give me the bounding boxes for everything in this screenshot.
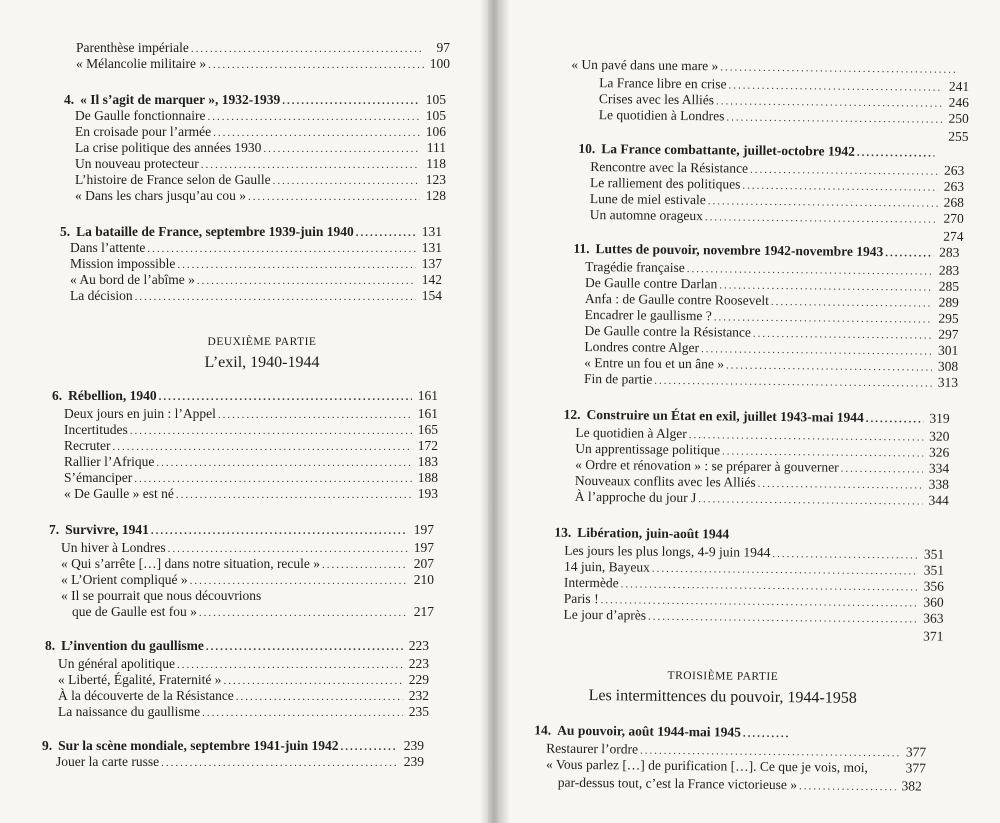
toc-entry <box>64 486 438 503</box>
toc-entry <box>72 604 434 621</box>
entry-page: 183 <box>417 454 438 469</box>
toc-entry <box>76 40 450 57</box>
dot-leader <box>156 455 412 471</box>
entry-page: 235 <box>408 704 429 719</box>
entry-title: La naissance du gaullisme <box>58 704 201 719</box>
entry-page: 320 <box>929 428 950 444</box>
dot-leader <box>176 487 412 503</box>
chapter-title: La bataille de France, septembre 1939-juin 1940 <box>76 224 354 239</box>
entry-page: 239 <box>403 754 424 769</box>
entry-page: 123 <box>425 172 446 187</box>
dot-leader <box>654 373 932 392</box>
dot-leader <box>151 523 408 539</box>
dot-leader <box>177 257 416 273</box>
chapter-number: 9. <box>42 738 53 753</box>
entry-page: 268 <box>943 194 964 210</box>
entry-title: De Gaulle contre la Résistance <box>584 322 752 340</box>
entry-title: Recruter <box>64 438 111 453</box>
entry-title: Un apprentissage politique <box>575 440 721 458</box>
dot-leader <box>197 273 416 289</box>
chapter-title: La France combattante, juillet-octobre 1942 <box>601 141 855 159</box>
chapter-number: 10. <box>578 140 596 157</box>
dot-leader <box>698 491 923 509</box>
toc-entry <box>64 438 438 455</box>
entry-page: 142 <box>421 272 442 287</box>
entry-page: 263 <box>943 178 965 194</box>
dot-leader <box>202 705 403 721</box>
toc-entry <box>61 556 434 573</box>
entry-title: Intermède <box>563 574 619 591</box>
entry-title: « Vous parlez […] de purification […]. Ce que je vois, moi, <box>545 756 868 775</box>
entry-title: Dans l’attente <box>70 240 146 255</box>
toc-entry <box>61 540 434 557</box>
entry-page: 344 <box>928 492 949 508</box>
toc-entry <box>75 156 446 173</box>
entry-page: 105 <box>425 92 446 107</box>
dot-leader <box>147 241 416 257</box>
chapter-number: 7. <box>49 522 60 537</box>
dot-leader <box>130 423 412 439</box>
part-label: DEUXIÈME PARTIE <box>207 336 317 348</box>
toc-entry <box>64 406 438 423</box>
entry-page: 197 <box>413 522 434 537</box>
entry-page: 283 <box>939 244 960 260</box>
toc-entry <box>70 272 442 289</box>
chapter-heading <box>42 738 424 755</box>
entry-title: Tragédie française <box>585 258 685 276</box>
entry-title: Rencontre avec la Résistance <box>590 159 749 176</box>
entry-title: Le quotidien à Alger <box>575 424 687 442</box>
dot-leader <box>282 93 420 109</box>
dot-leader <box>648 609 918 628</box>
entry-title: « Liberté, Égalité, Fraternité » <box>58 672 222 687</box>
entry-title: L’histoire de France selon de Gaulle <box>75 172 271 187</box>
entry-title: Rallier l’Afrique <box>64 454 155 469</box>
entry-page: 188 <box>417 470 438 485</box>
entry-title: Les jours les plus longs, 4-9 juin 1944 <box>564 542 771 560</box>
toc-entry <box>58 688 429 705</box>
dot-leader <box>201 157 420 173</box>
entry-title: Restaurer l’ordre <box>546 740 639 757</box>
dot-leader <box>159 389 412 405</box>
toc-entry <box>56 754 424 771</box>
entry-page: 137 <box>421 256 442 271</box>
entry-page: 360 <box>923 594 944 610</box>
toc-entry <box>575 489 949 510</box>
toc-entry <box>75 172 446 189</box>
chapter-number: 11. <box>573 240 590 257</box>
toc-entry <box>58 704 429 721</box>
toc-entry <box>75 108 446 125</box>
toc-entry <box>546 757 926 777</box>
dot-leader <box>199 605 408 621</box>
entry-page: 351 <box>923 546 945 562</box>
dot-leader <box>799 778 896 795</box>
entry-page: 356 <box>923 578 944 594</box>
toc-entry <box>70 256 442 273</box>
chapter-title: Survivre, 1941 <box>65 522 149 537</box>
entry-page: 274 <box>943 228 964 244</box>
dot-leader <box>223 673 403 689</box>
dot-leader <box>135 289 416 305</box>
entry-title: 14 juin, Bayeux <box>563 558 651 575</box>
dot-leader <box>177 657 403 673</box>
part-title: Les intermittences du pouvoir, 1944-1958 <box>588 687 857 707</box>
entry-page: 319 <box>929 410 950 426</box>
entry-title: La France libre en crise <box>599 75 727 92</box>
chapter-title: Construire un État en exil, juillet 1943-mai 1944 <box>586 406 864 425</box>
dot-leader <box>206 639 403 655</box>
entry-page: 338 <box>928 476 950 492</box>
entry-page: 250 <box>948 110 969 126</box>
entry-page: 105 <box>425 108 446 123</box>
dot-leader <box>866 411 924 428</box>
chapter-heading <box>64 92 446 109</box>
toc-entry <box>58 656 429 673</box>
entry-title: Incertitudes <box>64 422 128 437</box>
toc-entry <box>64 454 438 471</box>
dot-leader <box>743 726 791 742</box>
entry-page: 131 <box>421 224 442 239</box>
dot-leader <box>191 41 424 57</box>
dot-leader <box>213 125 420 141</box>
entry-title: Deux jours en juin : l’Appel <box>64 406 216 421</box>
toc-entry <box>563 607 943 628</box>
entry-page: 301 <box>938 342 959 358</box>
entry-page: 223 <box>408 656 429 671</box>
chapter-number: 5. <box>60 224 71 239</box>
entry-page: 371 <box>923 628 944 644</box>
chapter-heading <box>49 522 434 539</box>
entry-title: La crise politique des années 1930 <box>75 140 262 155</box>
toc-entry <box>70 240 442 257</box>
entry-title: Anfa : de Gaulle contre Roosevelt <box>584 290 770 308</box>
entry-page: 255 <box>948 128 969 144</box>
dot-leader <box>208 57 424 73</box>
entry-page: 377 <box>905 760 927 776</box>
dot-leader <box>168 541 408 557</box>
entry-page: 223 <box>408 638 429 653</box>
entry-page: 334 <box>928 460 950 476</box>
chapter-number: 4. <box>64 92 75 107</box>
entry-page: 197 <box>413 540 434 555</box>
chapter-title: Sur la scène mondiale, septembre 1941-juin 1942 <box>58 738 339 753</box>
toc-entry <box>58 672 429 689</box>
entry-title: S’émanciper <box>64 470 133 485</box>
entry-title: La décision <box>70 288 133 303</box>
entry-page: 100 <box>429 56 450 71</box>
toc-entry <box>590 207 964 228</box>
entry-page: 128 <box>425 188 446 203</box>
entry-page: 210 <box>413 572 434 587</box>
dot-leader <box>218 407 412 423</box>
chapter-title: Rébellion, 1940 <box>68 388 157 403</box>
entry-page: 165 <box>417 422 438 437</box>
toc-entry <box>75 140 446 157</box>
entry-page: 229 <box>408 672 429 687</box>
entry-title: Jouer la carte russe <box>56 754 160 769</box>
dot-leader <box>134 471 412 487</box>
dot-leader <box>112 439 412 455</box>
book-gutter <box>480 0 510 823</box>
entry-title: Paris ! <box>563 590 599 607</box>
entry-page: 363 <box>923 610 944 626</box>
entry-title: Un hiver à Londres <box>61 540 166 555</box>
entry-title: « Qui s’arrête […] dans notre situation, recule » <box>61 556 321 571</box>
entry-page: 97 <box>436 40 450 55</box>
entry-page: 154 <box>421 288 442 303</box>
entry-title: Crises avec les Alliés <box>598 91 715 108</box>
dot-leader <box>857 145 935 162</box>
right-page-content <box>494 0 1000 823</box>
entry-page: 232 <box>408 688 429 703</box>
entry-page: 193 <box>417 486 438 501</box>
chapter-title: Libération, juin-août 1944 <box>577 524 730 542</box>
entry-title: Fin de partie <box>583 370 653 387</box>
dot-leader <box>273 173 420 189</box>
entry-title: Un général apolitique <box>58 656 175 671</box>
toc-entry <box>75 124 446 141</box>
dot-leader <box>248 189 420 205</box>
toc-entry <box>75 188 446 205</box>
entry-page: 285 <box>938 278 960 294</box>
entry-page: 297 <box>938 326 959 342</box>
entry-title: « Ordre et rénovation » : se préparer à gouverner <box>575 456 839 475</box>
entry-title: Le jour d’après <box>563 606 647 623</box>
entry-title: Le ralliement des politiques <box>590 175 741 192</box>
dot-leader <box>161 755 398 771</box>
chapter-number: 14. <box>534 722 552 738</box>
entry-title: Parenthèse impériale <box>76 40 189 55</box>
dot-leader <box>190 573 408 589</box>
entry-title: À la découverte de la Résistance <box>58 688 234 703</box>
dot-leader <box>322 557 408 573</box>
entry-page: 207 <box>413 556 434 571</box>
left-page <box>0 0 488 823</box>
entry-page: 263 <box>943 162 965 178</box>
entry-title: « Un pavé dans une mare » <box>571 56 719 74</box>
dot-leader <box>341 739 398 755</box>
chapter-title: Au pouvoir, août 1944-mai 1945 <box>557 722 741 740</box>
right-page <box>494 0 1000 823</box>
entry-page: 217 <box>413 604 434 619</box>
dot-leader <box>726 109 943 127</box>
entry-title: Nouveaux conflits avec les Alliés <box>574 472 756 490</box>
toc-entry <box>64 470 438 487</box>
entry-page: 377 <box>905 744 927 760</box>
chapter-heading <box>52 388 438 405</box>
chapter-number: 13. <box>554 524 572 540</box>
dot-leader <box>207 109 420 125</box>
entry-title: Un automne orageux <box>589 207 704 224</box>
entry-title: « Entre un fou et un âne » <box>584 354 725 372</box>
entry-page: 106 <box>425 124 446 139</box>
entry-title: Encadrer le gaullisme ? <box>584 306 712 324</box>
entry-title: « Mélancolie militaire » <box>76 56 207 71</box>
entry-title: « Il se pourrait que nous découvrions <box>61 588 262 603</box>
entry-title: Un nouveau protecteur <box>75 156 199 171</box>
entry-page: 161 <box>417 406 438 421</box>
dot-leader <box>885 245 933 262</box>
entry-page: 283 <box>938 262 960 278</box>
entry-title: En croisade pour l’armée <box>75 124 212 139</box>
entry-page: 131 <box>421 240 442 255</box>
toc-entry <box>599 107 969 128</box>
entry-title: De Gaulle fonctionnaire <box>75 108 206 123</box>
entry-page: 289 <box>938 294 959 310</box>
chapter-title: « Il s’agit de marquer », 1932-1939 <box>80 92 281 107</box>
entry-page: 382 <box>901 778 922 794</box>
entry-page: 246 <box>948 94 970 110</box>
chapter-number: 12. <box>563 406 581 422</box>
entry-title: Le quotidien à Londres <box>598 107 725 124</box>
entry-page: 161 <box>417 388 438 403</box>
entry-title: que de Gaulle est fou » <box>72 604 197 619</box>
chapter-heading <box>45 638 429 655</box>
entry-page: 270 <box>943 210 964 226</box>
entry-title: Lune de miel estivale <box>589 191 706 208</box>
chapter-heading <box>534 722 794 742</box>
dot-leader <box>236 689 403 705</box>
dot-leader <box>263 141 420 157</box>
toc-entry <box>61 572 434 589</box>
entry-title: « L’Orient compliqué » <box>61 572 188 587</box>
chapter-heading <box>60 224 442 241</box>
entry-title: « Au bord de l’abîme » <box>70 272 195 287</box>
chapter-heading <box>554 525 794 544</box>
entry-title: Mission impossible <box>70 256 176 271</box>
entry-page: 313 <box>937 374 959 390</box>
dot-leader <box>705 209 938 227</box>
entry-page: 111 <box>426 140 446 155</box>
entry-page: 326 <box>928 444 950 460</box>
entry-page: 172 <box>417 438 438 453</box>
toc-entry <box>584 371 958 392</box>
entry-page: 118 <box>426 156 446 171</box>
toc-entry <box>76 56 450 73</box>
entry-page: 239 <box>403 738 424 753</box>
chapter-title: Luttes de pouvoir, novembre 1942-novembre 1943 <box>595 241 884 260</box>
toc-entry <box>70 288 442 305</box>
entry-title: par-dessus tout, c’est la France victorieuse » <box>557 774 798 793</box>
chapter-number: 8. <box>45 638 56 653</box>
entry-title: À l’approche du jour J <box>574 488 697 506</box>
toc-entry <box>64 422 438 439</box>
entry-page: 351 <box>923 562 945 578</box>
toc-entry <box>558 775 922 796</box>
entry-page: 295 <box>938 310 959 326</box>
part-title: L’exil, 1940-1944 <box>204 354 320 371</box>
dot-leader <box>356 225 416 241</box>
chapter-number: 6. <box>52 388 63 403</box>
entry-title: « Dans les chars jusqu’au cou » <box>75 188 246 203</box>
entry-title: De Gaulle contre Darlan <box>584 274 718 292</box>
entry-page: 308 <box>937 358 959 374</box>
entry-title: Londres contre Alger <box>584 338 700 356</box>
chapter-title: L’invention du gaullisme <box>61 638 204 653</box>
entry-page: 241 <box>948 78 970 94</box>
part-label: TROISIÈME PARTIE <box>667 669 779 684</box>
dot-leader <box>720 59 955 77</box>
entry-title: « De Gaulle » est né <box>64 486 174 501</box>
